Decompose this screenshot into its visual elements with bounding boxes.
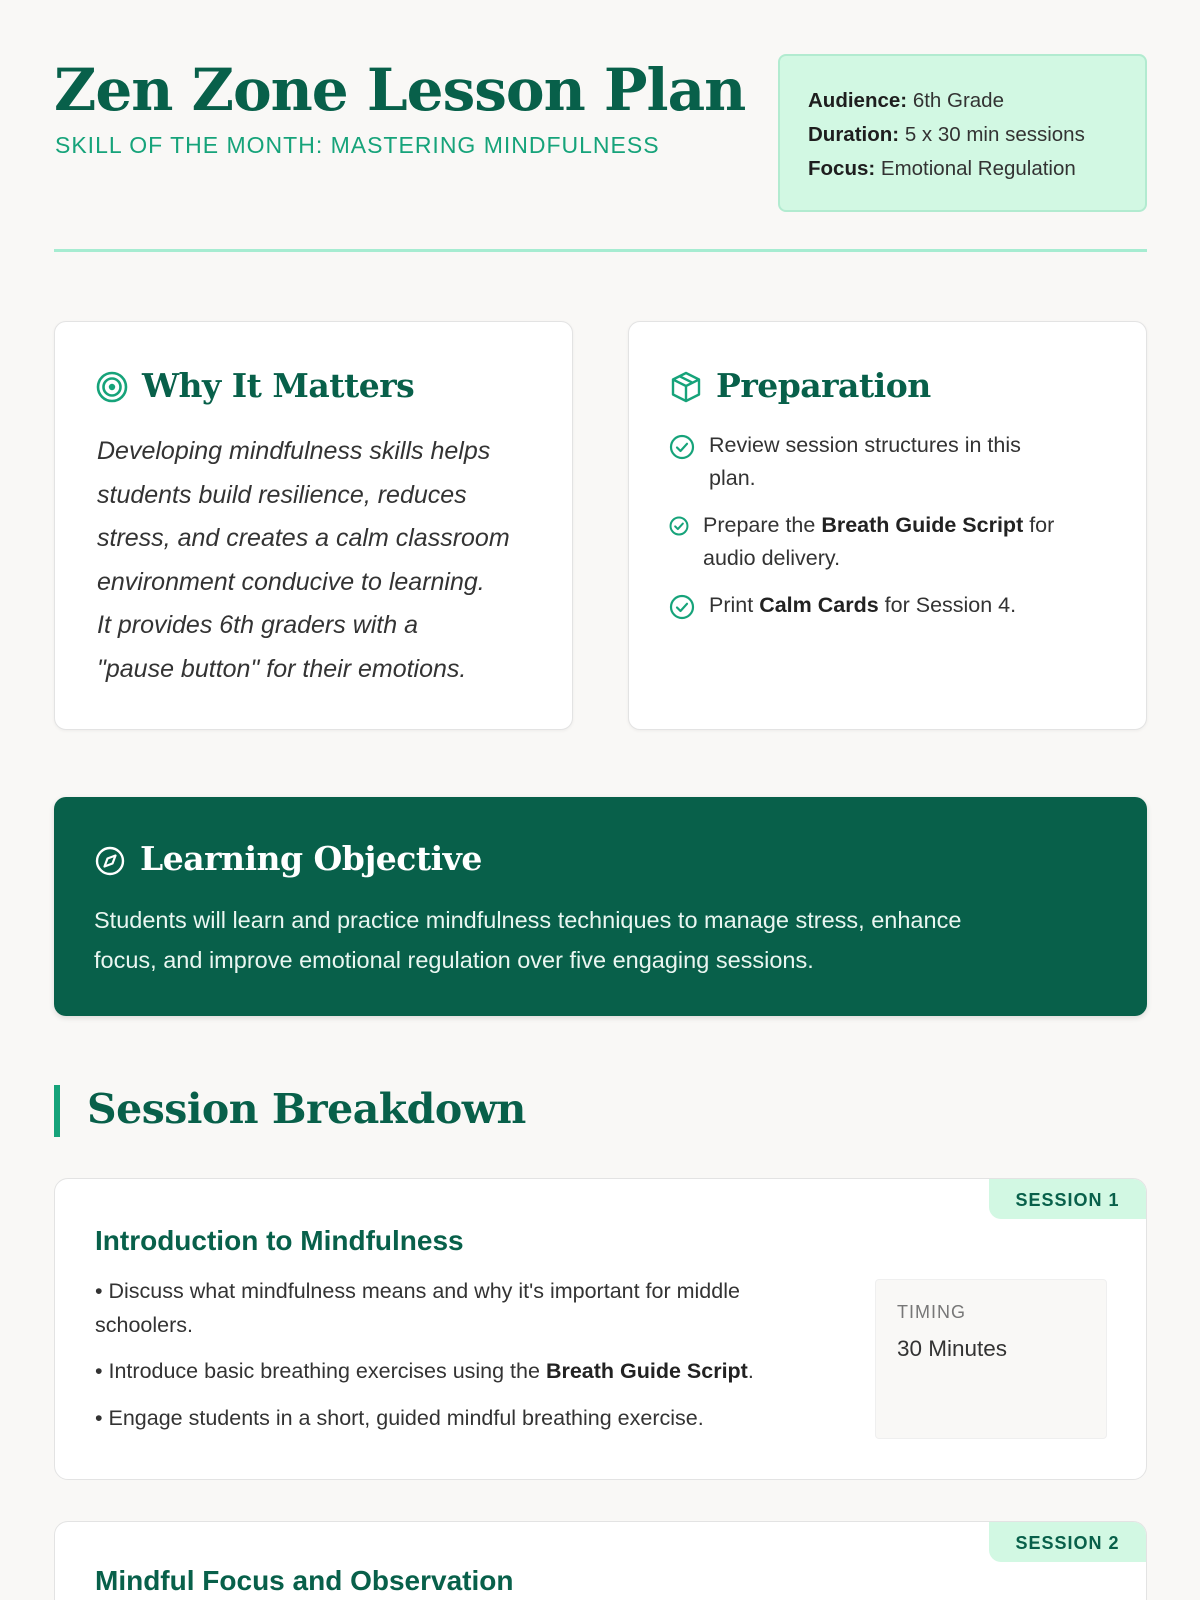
- why-line: Developing mindfulness skills helps: [97, 437, 491, 465]
- prep-item: [669, 589, 1109, 622]
- why-line: stress, and creates a calm classroom: [97, 524, 510, 552]
- prep-text: for: [1023, 513, 1055, 537]
- why-line: environment conducive to learning.: [97, 567, 485, 596]
- session-title: Mindful Focus and Observation: [95, 1565, 514, 1596]
- header-divider: [54, 249, 1147, 252]
- prep-item-text: audio delivery.: [703, 546, 841, 570]
- prep-item-text: plan.: [709, 466, 756, 490]
- header: [54, 54, 1147, 214]
- section-accent-bar: [54, 1085, 60, 1137]
- session-card: [54, 1521, 1147, 1600]
- session-item-line: schoolers.: [95, 1313, 193, 1337]
- prep-bold: Breath Guide Script: [821, 513, 1024, 537]
- preparation-title: Preparation: [716, 366, 931, 405]
- why-line: It provides 6th graders with a: [97, 611, 418, 639]
- check-circle-icon: [669, 516, 689, 536]
- objective-card: [54, 797, 1147, 1016]
- timing-value: 30 Minutes: [897, 1336, 1008, 1361]
- session-item-text: • Introduce basic breathing exercises using the: [95, 1359, 546, 1383]
- package-icon: [669, 370, 703, 404]
- session-item: • Engage students in a short, guided mindful breathing exercise.: [95, 1406, 704, 1430]
- why-card: [54, 321, 573, 730]
- objective-body: [94, 900, 1114, 980]
- target-icon: [95, 370, 129, 404]
- meta-box: [778, 54, 1147, 212]
- section-title: Session Breakdown: [87, 1085, 526, 1133]
- compass-icon: [94, 845, 126, 877]
- session-item-text: .: [747, 1359, 754, 1383]
- meta-duration: [808, 118, 1119, 152]
- session-item: [95, 1274, 815, 1342]
- prep-text: Print: [709, 593, 760, 617]
- meta-focus-value: Emotional Regulation: [880, 157, 1076, 180]
- prep-text: for Session 4.: [878, 593, 1017, 617]
- objective-title: Learning Objective: [140, 839, 482, 878]
- meta-duration-value: 5 x 30 min sessions: [904, 123, 1085, 146]
- meta-audience-label: Audience:: [808, 89, 908, 112]
- session-item: [95, 1354, 815, 1388]
- why-line: "pause button" for their emotions.: [97, 654, 467, 683]
- prep-item: [669, 429, 1109, 495]
- check-circle-icon: [669, 594, 695, 620]
- session-title: Introduction to Mindfulness: [95, 1225, 464, 1256]
- session-badge: SESSION 2: [989, 1522, 1146, 1562]
- meta-focus: [808, 152, 1119, 186]
- prep-item: [669, 509, 1109, 575]
- page-title: Zen Zone Lesson Plan: [54, 56, 746, 124]
- meta-duration-label: Duration:: [808, 123, 900, 146]
- prep-item-text: [703, 509, 1109, 542]
- meta-focus-label: Focus:: [808, 157, 876, 180]
- session-badge: SESSION 1: [989, 1179, 1146, 1219]
- why-body: [97, 430, 547, 691]
- why-line: students build resilience, reduces: [97, 480, 467, 509]
- page-subtitle: SKILL OF THE MONTH: MASTERING MINDFULNESS: [55, 132, 660, 158]
- session-item-bold: Breath Guide Script: [545, 1359, 748, 1383]
- objective-line: focus, and improve emotional regulation over five engaging sessions.: [94, 947, 814, 973]
- objective-line: Students will learn and practice mindfulness techniques to manage stress, enhance: [94, 907, 962, 933]
- preparation-card: [628, 321, 1147, 730]
- prep-item-text: Review session structures in this: [709, 433, 1021, 457]
- timing-box: [875, 1279, 1107, 1439]
- session-card: [54, 1178, 1147, 1480]
- prep-item-text: [709, 589, 1109, 622]
- session-item-line: • Discuss what mindfulness means and why it's important for middle: [95, 1279, 740, 1303]
- why-title: Why It Matters: [142, 366, 415, 405]
- check-circle-icon: [669, 434, 695, 460]
- meta-audience: [808, 84, 1119, 118]
- prep-bold: Calm Cards: [759, 593, 879, 617]
- timing-label: TIMING: [897, 1302, 966, 1322]
- meta-audience-value: 6th Grade: [912, 89, 1004, 112]
- prep-text: Prepare the: [703, 513, 822, 537]
